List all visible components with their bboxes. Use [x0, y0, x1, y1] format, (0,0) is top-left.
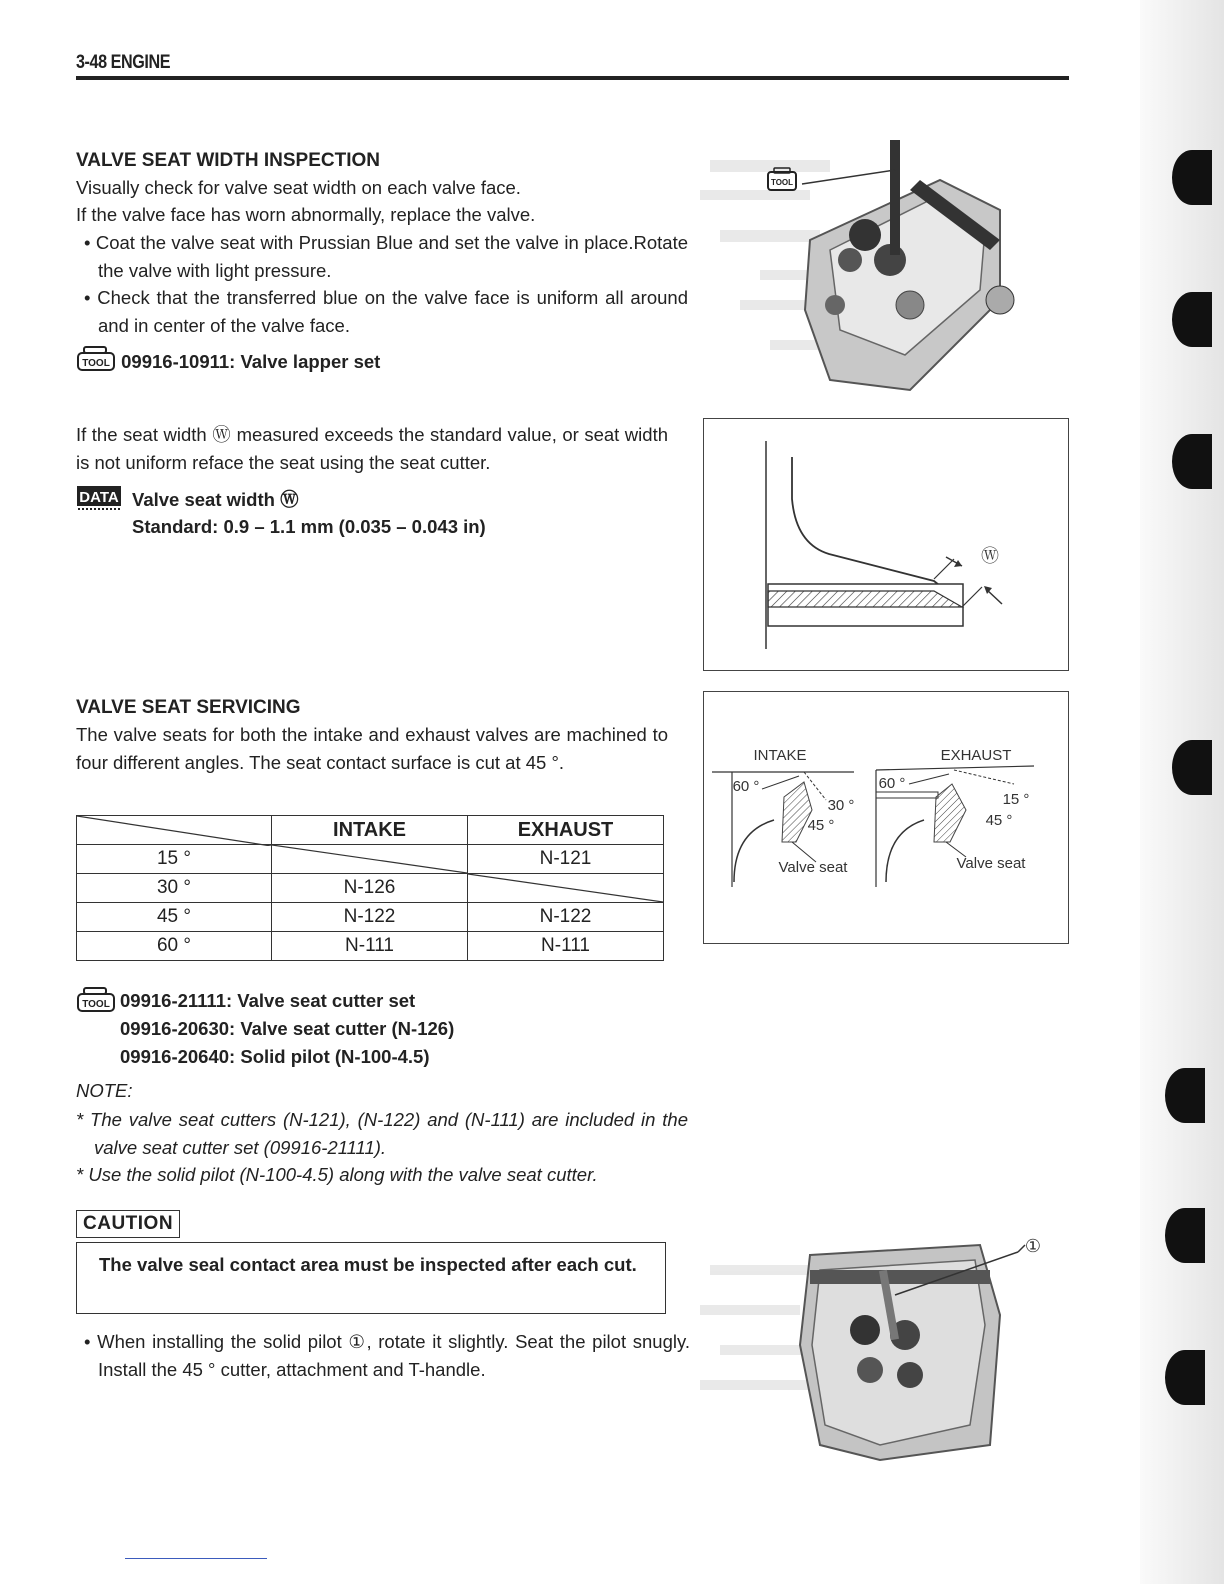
paragraph: The valve seats for both the intake and exhaust valves are machined to four different angles. The seat contact surface is cut at 45 °. — [76, 724, 668, 773]
thumb-tab-marker — [1165, 1208, 1205, 1263]
svg-text:INTAKE: INTAKE — [753, 747, 807, 764]
cutter-table — [76, 815, 664, 961]
table-header-corner — [77, 816, 272, 845]
note-item: * Use the solid pilot (N-100-4.5) along with the valve seat cutter. — [76, 1164, 598, 1185]
svg-text:DATA: DATA — [79, 489, 119, 506]
bullet-item: • When installing the solid pilot ①, rotate it slightly. Seat the pilot snugly. Install the 45 ° cutter, attachment and T-handle. — [84, 1331, 690, 1380]
svg-text:15 °: 15 ° — [1002, 791, 1030, 808]
tool-spec: 09916-20640: Solid pilot (N-100-4.5) — [120, 1046, 430, 1067]
paragraph: If the valve face has worn abnormally, replace the valve. — [76, 204, 536, 225]
svg-text:TOOL: TOOL — [82, 999, 110, 1010]
page-header: 3-48 ENGINE — [76, 52, 171, 73]
svg-text:EXHAUST: EXHAUST — [940, 747, 1012, 764]
table-cell: 30 ° — [77, 874, 272, 903]
divider — [125, 1558, 267, 1559]
thumb-tab-marker — [1172, 292, 1212, 347]
svg-text:Valve seat: Valve seat — [956, 855, 1026, 872]
caution-label: CAUTION — [76, 1210, 180, 1238]
thumb-tab-marker — [1165, 1068, 1205, 1123]
thumb-tab-marker — [1172, 150, 1212, 205]
tool-text: 09916-10911: Valve lapper set — [121, 350, 381, 372]
paragraph: If the seat width Ⓦ measured exceeds the standard value, or seat width is not uniform reface the seat using the seat cutter. — [76, 424, 668, 473]
note-title: NOTE: — [76, 1080, 133, 1101]
seat-angle-diagram — [703, 691, 1069, 944]
tool-spec — [76, 346, 380, 380]
caution-box: The valve seal contact area must be inspected after each cut. — [76, 1242, 666, 1314]
cylinder-head-photo-lapper — [700, 140, 1070, 400]
svg-text:30 °: 30 ° — [827, 797, 855, 814]
table-row — [77, 845, 664, 874]
spec-label: Valve seat width Ⓦ — [132, 489, 299, 510]
svg-text:①: ① — [1024, 1236, 1042, 1257]
table-cell: N-111 — [468, 932, 664, 961]
table-header-row — [77, 816, 664, 845]
table-cell: 15 ° — [77, 845, 272, 874]
svg-text:TOOL: TOOL — [82, 358, 110, 369]
svg-text:TOOL: TOOL — [770, 178, 794, 187]
table-cell: N-122 — [468, 903, 664, 932]
section-title-inspection: VALVE SEAT WIDTH INSPECTION — [76, 150, 381, 171]
table-cell: 45 ° — [77, 903, 272, 932]
table-header-intake: INTAKE — [272, 816, 468, 845]
bullet-item: • Check that the transferred blue on the valve face is uniform all around and in center of the valve face. — [84, 287, 688, 336]
svg-text:Ⓦ: Ⓦ — [981, 546, 999, 567]
section-title-servicing: VALVE SEAT SERVICING — [76, 697, 301, 718]
svg-text:45 °: 45 ° — [807, 817, 835, 834]
paragraph: Visually check for valve seat width on each valve face. — [76, 177, 521, 198]
thumb-tab-marker — [1172, 740, 1212, 795]
thumb-tab-marker — [1165, 1350, 1205, 1405]
table-cell: 60 ° — [77, 932, 272, 961]
table-cell: N-126 — [272, 874, 468, 903]
tool-icon — [76, 987, 116, 1018]
svg-text:60 °: 60 ° — [732, 778, 760, 795]
table-row — [77, 932, 664, 961]
table-cell-empty — [468, 874, 664, 903]
svg-text:45 °: 45 ° — [985, 812, 1013, 829]
svg-text:Valve seat: Valve seat — [778, 859, 848, 876]
seat-width-diagram — [703, 418, 1069, 671]
note-item: * The valve seat cutters (N-121), (N-122) and (N-111) are included in the valve seat cutter set (09916-21111). — [76, 1109, 688, 1158]
table-cell: N-111 — [272, 932, 468, 961]
table-cell-empty — [272, 845, 468, 874]
table-row — [77, 903, 664, 932]
thumb-tab-marker — [1172, 434, 1212, 489]
svg-text:60 °: 60 ° — [878, 775, 906, 792]
table-row — [77, 874, 664, 903]
bullet-item: • Coat the valve seat with Prussian Blue and set the valve in place.Rotate the valve with light pressure. — [84, 232, 688, 281]
header-rule — [76, 76, 1069, 80]
table-cell: N-121 — [468, 845, 664, 874]
cylinder-head-photo-pilot — [700, 1195, 1070, 1465]
table-header-exhaust: EXHAUST — [468, 816, 664, 845]
table-cell: N-122 — [272, 903, 468, 932]
tool-spec: 09916-20630: Valve seat cutter (N-126) — [120, 1018, 455, 1039]
tool-spec: 09916-21111: Valve seat cutter set — [120, 990, 416, 1011]
data-icon — [76, 485, 122, 516]
spec-value: Standard: 0.9 – 1.1 mm (0.035 – 0.043 in) — [132, 516, 486, 537]
tool-icon — [76, 346, 116, 380]
